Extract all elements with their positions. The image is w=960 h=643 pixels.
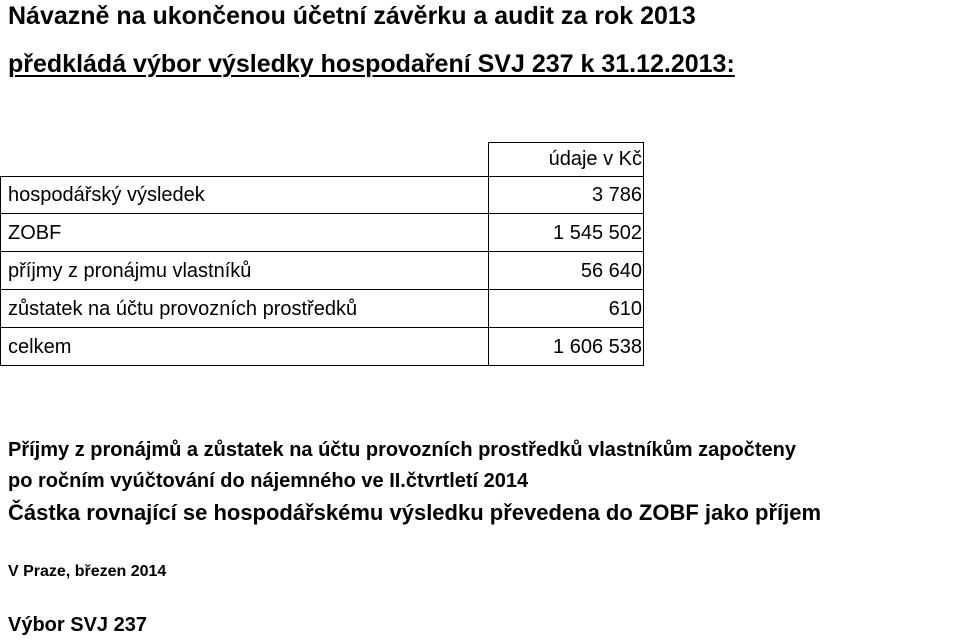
table-line-left (0, 176, 1, 366)
signature: Výbor SVJ 237 (8, 614, 147, 636)
row-label-economic-result: hospodářský výsledek (8, 184, 205, 206)
row-label-rental-income: příjmy z pronájmu vlastníků (8, 260, 252, 282)
row-label-total: celkem (8, 336, 72, 358)
table-line-row-3 (0, 251, 643, 252)
row-value-total: 1 606 538 (553, 336, 642, 358)
row-label-account-balance: zůstatek na účtu provozních prostředků (8, 298, 358, 320)
row-value-rental-income: 56 640 (580, 260, 642, 282)
table-line-top (488, 142, 643, 143)
unit-header: údaje v Kč (548, 148, 642, 170)
table-line-right (643, 142, 644, 366)
row-value-economic-result: 3 786 (591, 184, 642, 206)
table-line-row-5 (0, 327, 643, 328)
table-line-row-4 (0, 289, 643, 290)
note-line-1: Příjmy z pronájmů a zůstatek na účtu provozních prostředků vlastníkům započteny (8, 439, 796, 461)
table-line-middle (488, 142, 489, 366)
document-title-line-1: Návazně na ukončenou účetní závěrku a audit za rok 2013 (8, 2, 696, 30)
note-line-3: Částka rovnající se hospodářskému výsledku převedena do ZOBF jako příjem (8, 500, 822, 525)
place-date: V Praze, březen 2014 (8, 563, 167, 580)
table-line-row-1 (0, 176, 643, 177)
table-line-bottom (0, 365, 643, 366)
row-label-zobf: ZOBF (8, 222, 62, 244)
document-title-line-2: předkládá výbor výsledky hospodaření SVJ 237 k 31.12.2013: (8, 50, 735, 78)
row-value-account-balance: 610 (608, 298, 642, 320)
table-line-row-2 (0, 213, 643, 214)
note-line-2: po ročním vyúčtování do nájemného ve II.čtvrtletí 2014 (8, 470, 529, 492)
row-value-zobf: 1 545 502 (553, 222, 642, 244)
